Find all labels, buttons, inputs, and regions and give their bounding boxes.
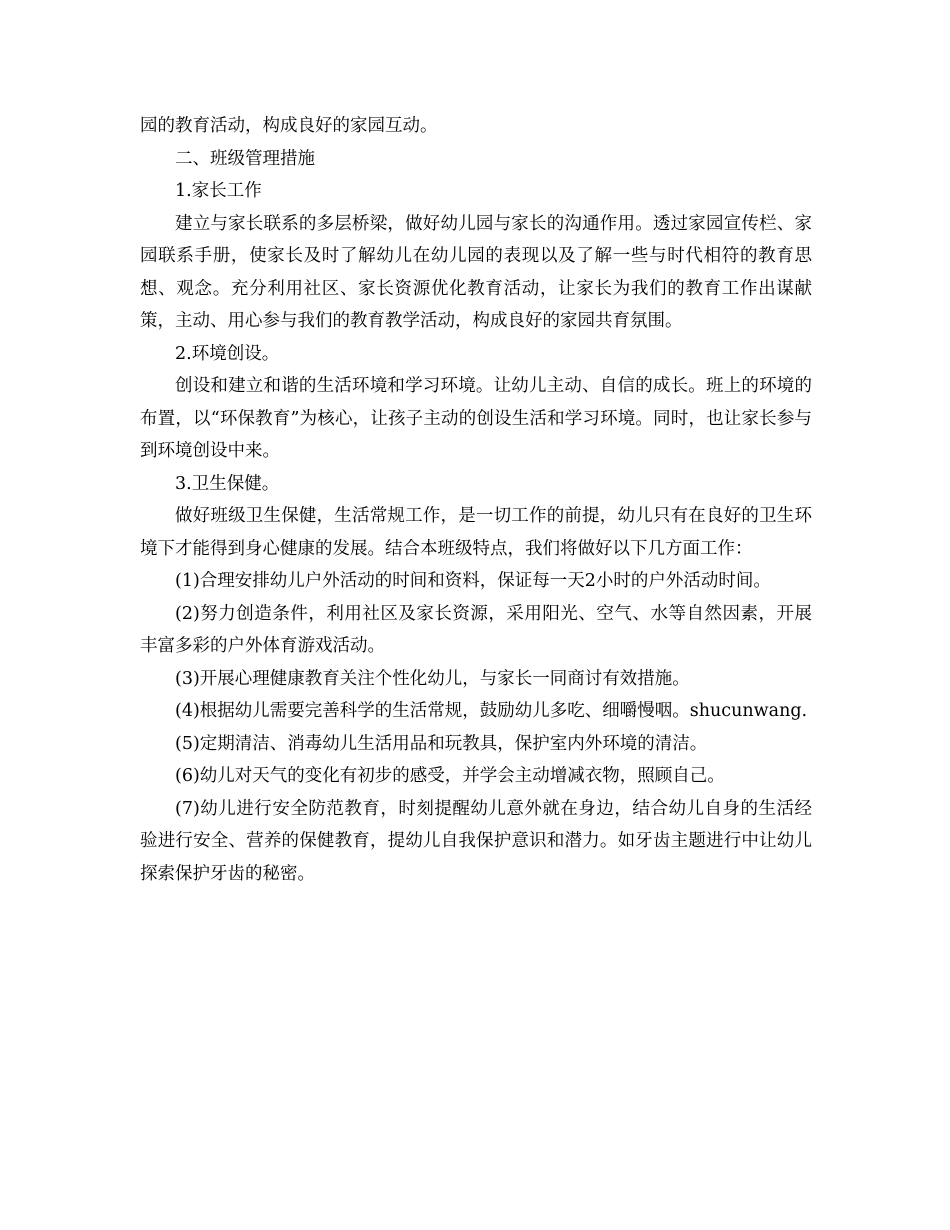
list-item: (3)开展心理健康教育关注个性化幼儿，与家长一同商讨有效措施。 [175, 668, 690, 689]
section-heading: 二、班级管理措施 [175, 148, 315, 169]
subsection-heading-health: 3.卫生保健。 [175, 473, 280, 494]
list-item: (5)定期清洁、消毒幼儿生活用品和玩教具，保护室内外环境的清洁。 [175, 733, 708, 754]
list-item: (1)合理安排幼儿户外活动的时间和资料，保证每一天2小时的户外活动时间。 [175, 571, 771, 591]
list-item: (4)根据幼儿需要完善科学的生活常规，鼓励幼儿多吃、细嚼慢咽。shucunwang. [175, 701, 808, 721]
paragraph-environment: 创设和建立和谐的生活环境和学习环境。让幼儿主动、自信的成长。班上的环境的布置，以“环保教育”为核心，让孩子主动的创设生活和学习环境。同时，也让家长参与到环境创设中来。 [140, 376, 812, 461]
paragraph-continuation: 园的教育活动，构成良好的家园互动。 [140, 116, 438, 136]
list-item: (6)幼儿对天气的变化有初步的感受，并学会主动增减衣物，照顾自己。 [175, 766, 725, 786]
document-body [140, 110, 812, 890]
subsection-heading-environment: 2.环境创设。 [175, 343, 280, 364]
subsection-heading-parent-work: 1.家长工作 [175, 181, 262, 201]
list-item: (7)幼儿进行安全防范教育，时刻提醒幼儿意外就在身边，结合幼儿自身的生活经验进行安全、营养的保健教育，提幼儿自我保护意识和潜力。如牙齿主题进行中让幼儿探索保护牙齿的秘密。 [140, 798, 812, 884]
paragraph-health: 做好班级卫生保健，生活常规工作，是一切工作的前提，幼儿只有在良好的卫生环境下才能得到身心健康的发展。结合本班级特点，我们将做好以下几方面工作： [140, 506, 812, 559]
list-item: (2)努力创造条件，利用社区及家长资源，采用阳光、空气、水等自然因素，开展丰富多彩的户外体育游戏活动。 [140, 603, 812, 656]
paragraph-parent-work: 建立与家长联系的多层桥梁，做好幼儿园与家长的沟通作用。透过家园宣传栏、家园联系手册，使家长及时了解幼儿在幼儿园的表现以及了解一些与时代相符的教育思想、观念。充分利用社区、家长资源优化教育活动，让家长为我们的教育工作出谋献策，主动、用心参与我们的教育教学活动，构成良好的家园共育氛围。 [140, 213, 812, 331]
